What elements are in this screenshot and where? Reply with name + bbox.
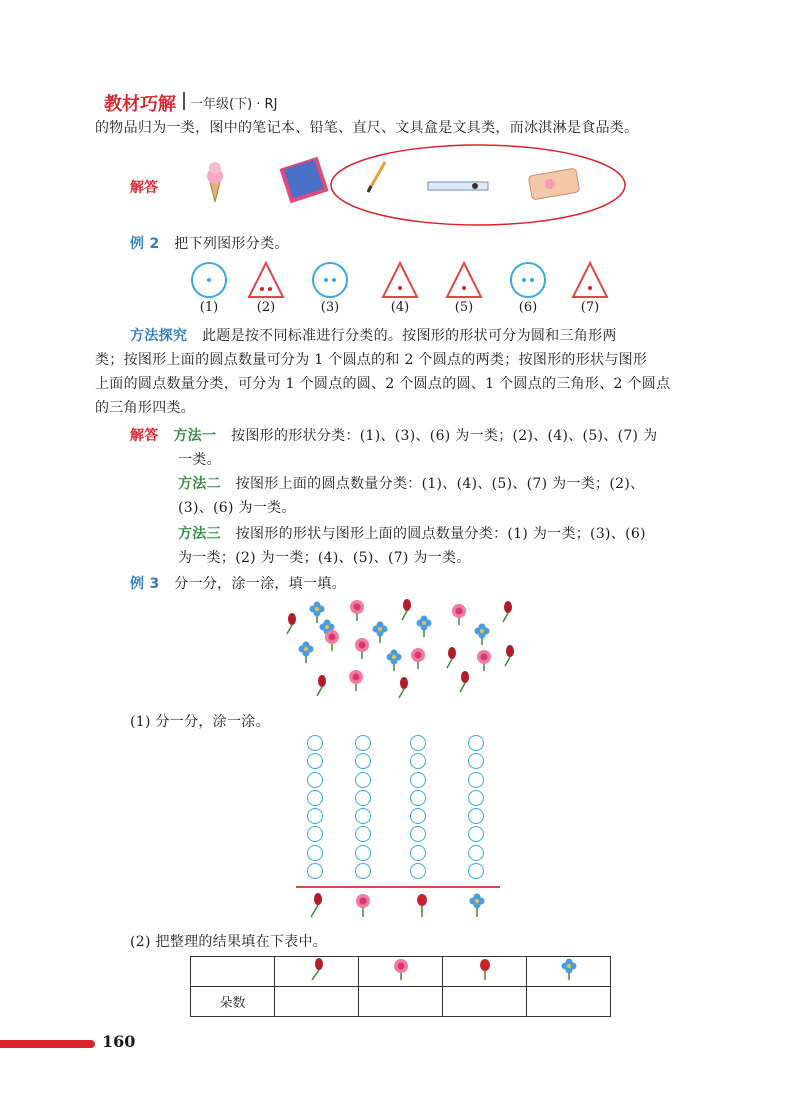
method-2-line: [178, 472, 644, 496]
table-head-red-tulip: [443, 957, 527, 987]
page-number: 160: [102, 1032, 136, 1051]
dark-red-flower-icon: [306, 893, 326, 919]
method-text-4: 的三角形四类。: [95, 400, 196, 416]
example-3-label: 例 3: [130, 576, 160, 592]
shape-label-7: (7): [580, 300, 600, 315]
table-header-row: [191, 957, 611, 987]
classification-figure: [200, 140, 630, 235]
red-tulip-icon: [412, 893, 432, 919]
method-2-label: 方法二: [178, 476, 221, 492]
method-2-text-1: 按图形上面的圆点数量分类：(1)、(4)、(5)、(7) 为一类；(2)、: [235, 476, 645, 492]
pink-rose-icon: [391, 958, 411, 982]
ruler-icon: [428, 182, 488, 190]
table-row-label: 朵数: [191, 987, 275, 1017]
example-2-line: [130, 232, 289, 256]
method-1-text-2: 一类。: [178, 452, 221, 468]
example-2-prompt: 把下列图形分类。: [174, 236, 289, 252]
table-corner-cell: [191, 957, 275, 987]
method-3-text-2: 为一类；(2) 为一类；(4)、(5)、(7) 为一类。: [178, 550, 471, 566]
answer-label-2: 解答: [130, 428, 159, 444]
triangle-shape-5: [444, 260, 484, 300]
method-text-2: 类；按图形上面的圆点数量可分为 1 个圆点的和 2 个圆点的两类；按图形的形状与图形: [95, 352, 648, 368]
example-3-prompt: 分一分，涂一涂，填一填。: [174, 576, 346, 592]
table-head-blue-flower: [527, 957, 611, 987]
ice-cream-icon: [207, 162, 223, 202]
intro-text: 的物品归为一类，图中的笔记本、铅笔、直尺、文具盒是文具类，而冰淇淋是食品类。: [95, 120, 639, 136]
oval-column-3: [410, 735, 428, 881]
oval-column-1: [307, 735, 325, 881]
red-tulip-icon: [475, 958, 495, 982]
book-grade: 一年级(下) · RJ: [190, 97, 278, 112]
answer-label-1: 解答: [130, 180, 158, 196]
method-label: 方法探究: [130, 328, 188, 344]
shape-label-3: (3): [320, 300, 340, 315]
header-divider: [183, 92, 185, 110]
pink-rose-icon: [353, 893, 373, 919]
pencil-icon: [368, 162, 385, 192]
triangle-shape-4: [380, 260, 420, 300]
example-3-line: [130, 572, 346, 596]
shape-label-2: (2): [256, 300, 276, 315]
method-text-3: 上面的圆点数量分类，可分为 1 个圆点的圆、2 个圆点的圆、1 个圆点的三角形、2 个圆点: [95, 376, 671, 392]
method-text-1: 此题是按不同标准进行分类的。按图形的形状可分为圆和三角形两: [201, 328, 617, 344]
count-cell-red-tulip[interactable]: [443, 987, 527, 1017]
shape-label-6: (6): [518, 300, 538, 315]
count-cell-blue-flower[interactable]: [527, 987, 611, 1017]
triangle-shape-7: [570, 260, 610, 300]
dark-red-flower-icon: [307, 958, 327, 982]
count-cell-dark-red[interactable]: [275, 987, 359, 1017]
oval-column-4: [468, 735, 486, 881]
sorting-area: [296, 735, 500, 921]
answer-2-method-1: [130, 424, 657, 448]
table-count-row: [191, 987, 611, 1017]
result-table: [190, 956, 611, 1017]
table-head-pink-rose: [359, 957, 443, 987]
example-2-label: 例 2: [130, 236, 160, 252]
blue-flower-icon: [558, 958, 580, 982]
count-cell-pink-rose[interactable]: [359, 987, 443, 1017]
shapes-row: [180, 258, 620, 320]
method-1-text-1: 按图形的形状分类：(1)、(3)、(6) 为一类；(2)、(4)、(5)、(7) 为: [231, 428, 658, 444]
shape-label-5: (5): [454, 300, 474, 315]
method-3-text-1: 按图形的形状与图形上面的圆点数量分类：(1) 为一类；(3)、(6): [235, 526, 646, 542]
circle-shape-6: [510, 262, 546, 298]
method-2-text-2: (3)、(6) 为一类。: [178, 500, 296, 516]
oval-column-2: [355, 735, 373, 881]
blue-flower-icon: [466, 893, 488, 919]
step-1-text: (1) 分一分，涂一涂。: [130, 714, 270, 730]
method-3-label: 方法三: [178, 526, 221, 542]
circle-shape-1: [191, 262, 227, 298]
sorting-baseline: [296, 886, 500, 888]
page-number-bar: [0, 1040, 95, 1048]
shape-label-4: (4): [390, 300, 410, 315]
method-3-line: [178, 522, 646, 546]
step-2-text: (2) 把整理的结果填在下表中。: [130, 934, 328, 950]
method-line-1: [130, 324, 617, 348]
book-title: 教材巧解: [104, 94, 176, 115]
pencil-case-icon: [528, 168, 579, 200]
circle-shape-3: [312, 262, 348, 298]
flowers-picture: [282, 597, 520, 703]
method-1-label: 方法一: [173, 428, 217, 444]
table-head-dark-red-flower: [275, 957, 359, 987]
triangle-shape-2: [246, 260, 286, 300]
notebook-icon: [279, 157, 328, 204]
shape-label-1: (1): [199, 300, 219, 315]
